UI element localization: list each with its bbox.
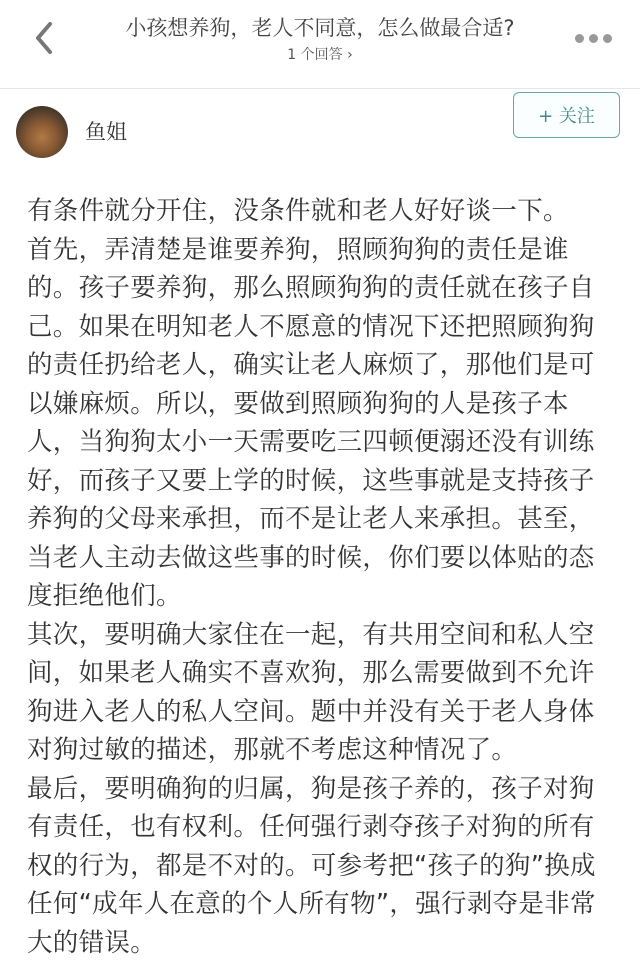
answer-text-line: 当老人主动去做这些事的时候，你们要以体贴的态 (27, 542, 595, 573)
more-dot-icon (589, 34, 598, 43)
author-row (0, 88, 640, 154)
answer-text-line: 其次，要明确大家住在一起，有共用空间和私人空 (27, 619, 595, 650)
question-title[interactable]: 小孩想养狗，老人不同意，怎么做最合适? (125, 16, 515, 40)
follow-button[interactable]: + 关注 (513, 92, 620, 138)
answer-text-line: 己。如果在明知老人不愿意的情况下还把照顾狗狗 (27, 311, 595, 342)
answer-text-line: 度拒绝他们。 (27, 581, 182, 611)
answer-text-line: 以嫌麻烦。所以，要做到照顾狗狗的人是孩子本 (27, 388, 569, 419)
answer-text-line: 任何“成年人在意的个人所有物”，强行剥夺是非常 (27, 889, 596, 919)
answer-text-line: 狗进入老人的私人空间。题中并没有关于老人身体 (27, 696, 595, 727)
answer-text-line: 最后，要明确狗的归属，狗是孩子养的，孩子对狗 (27, 773, 595, 804)
author-name[interactable]: 鱼姐 (85, 120, 127, 144)
more-dot-icon (603, 34, 612, 43)
avatar[interactable] (16, 106, 68, 158)
top-navigation-bar (0, 0, 640, 89)
answer-text-line: 的。孩子要养狗，那么照顾狗狗的责任就在孩子自 (27, 273, 595, 303)
answer-text-line: 间，如果老人确实不喜欢狗，那么需要做到不允许 (27, 658, 595, 688)
more-options-button[interactable] (568, 28, 618, 48)
answer-content (27, 192, 596, 962)
answer-text-line: 养狗的父母来承担，而不是让老人来承担。甚至， (27, 504, 595, 534)
answer-text-line: 权的行为，都是不对的。可参考把“孩子的狗”换成 (27, 850, 596, 881)
answer-text-line: 大的错误。 (27, 927, 157, 958)
answer-text-line: 有条件就分开住，没条件就和老人好好谈一下。 (27, 196, 569, 226)
answer-text-line: 有责任，也有权利。任何强行剥夺孩子对狗的所有 (27, 812, 595, 842)
answer-text-line: 的责任扔给老人，确实让老人麻烦了，那他们是可 (27, 350, 595, 380)
answer-text-line: 好，而孩子又要上学的时候，这些事就是支持孩子 (27, 465, 595, 496)
answer-count-link[interactable]: 1 个回答 › (287, 47, 353, 63)
answer-text-line: 首先，弄清楚是谁要养狗，照顾狗狗的责任是谁 (27, 234, 569, 265)
more-dot-icon (575, 34, 584, 43)
answer-text-line: 人，当狗狗太小一天需要吃三四顿便溺还没有训练 (27, 427, 595, 457)
answer-text-line: 对狗过敏的描述，那就不考虑这种情况了。 (27, 735, 518, 765)
